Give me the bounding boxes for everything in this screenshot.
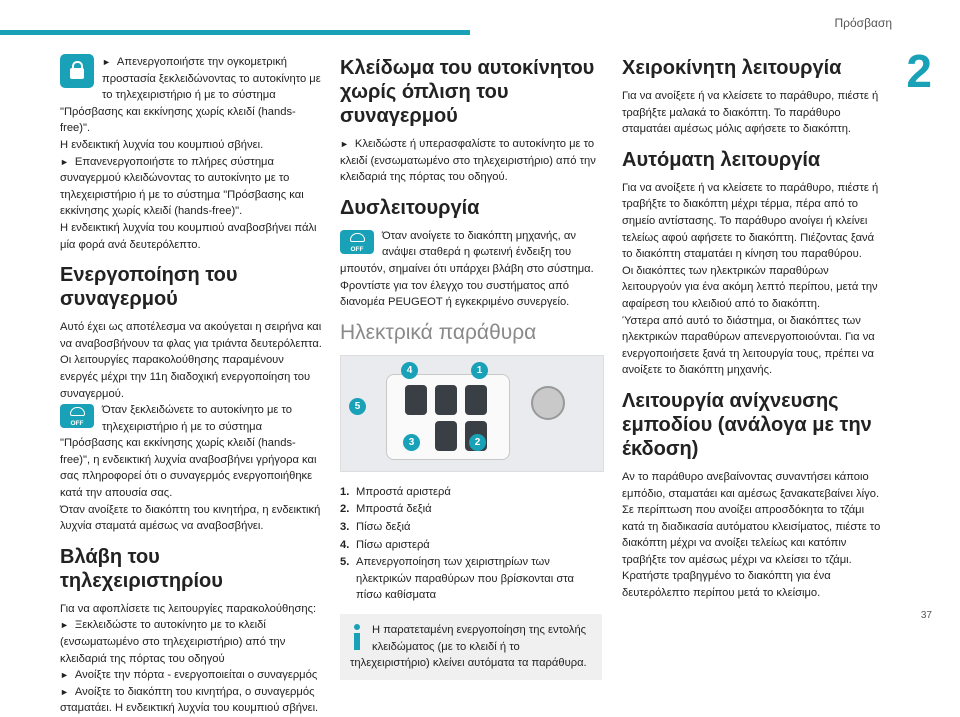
column-2	[340, 54, 602, 680]
mirror-knob	[531, 386, 565, 420]
paragraph: Οι διακόπτες των ηλεκτρικών παραθύρων λειτουργούν για ένα ακόμη λεπτό περίπου, μετά την αφαίρεση του κλειδιού από το διακόπτη.	[622, 264, 878, 310]
switch-rear-left	[405, 385, 427, 415]
page-number: 37	[920, 610, 932, 621]
paragraph: Φροντίστε για τον έλεγχο του συστήματος από διανομέα PEUGEOT ή εγκεκριμένο συνεργείο.	[340, 279, 570, 309]
heading-manual: Χειροκίνητη λειτουργία	[622, 57, 842, 79]
callout-4: 4	[401, 362, 418, 379]
switch-rear-right	[435, 421, 457, 451]
switch-front-right	[465, 385, 487, 415]
paragraph: ► Απενεργοποιήστε την ογκομετρική προστασία ξεκλειδώνοντας το αυτοκίνητο με το τηλεχειριστήριο ή με το σύστημα "Πρόσβασης και εκκίνησης χωρίς κλειδί (hands-free)".	[60, 54, 322, 137]
paragraph: Σε περίπτωση που ανοίξει απροσδόκητα το τζάμι κατά τη διαδικασία αυτόματου κλεισίματος, πιέστε το διακόπτη μέχρι να ανοίξει τελείως και κατόπιν τραβήξτε τον αμέσως μέχρι να κλείσει το τζάμι. Κρατήστε τραβηγμένο το διακόπτη για ένα δευτερόλεπτο περίπου μετά το κλείσιμο.	[622, 504, 881, 600]
switch-front-left	[435, 385, 457, 415]
heading-activation: Ενεργοποίηση του συναγερμού	[60, 264, 238, 311]
paragraph: Για να αφοπλίσετε τις λειτουργίες παρακολούθησης:	[60, 602, 317, 615]
paragraph: ► Ξεκλειδώστε το αυτοκίνητο με το κλειδί (ενσωματωμένο στο τηλεχειριστήριο) από την κλειδαριά της πόρτας του οδηγού	[60, 617, 322, 667]
column-1	[60, 54, 322, 717]
paragraph: Η ενδεικτική λυχνία του κουμπιού αναβοσβήνει πάλι μία φορά ανά δευτερόλεπτο.	[60, 221, 317, 251]
paragraph: Οι λειτουργίες παρακολούθησης παραμένουν ενεργές μέχρι την 11η διαδοχική ενεργοποίηση του συναγερμού.	[60, 354, 311, 400]
section-title: Πρόσβαση	[834, 16, 892, 30]
column-3	[622, 54, 884, 602]
paragraph: Όταν ξεκλειδώνετε το αυτοκίνητο με το τηλεχειριστήριο ή με το σύστημα "Πρόσβασης και εκκίνησης χωρίς κλειδί (hands-free)", η ενδεικτική λυχνία αναβοσβήνει γρήγορα και σας πληροφορεί ότι ο συναγερμός ενεργοποιήθηκε κατά την απουσία σας.	[60, 404, 317, 500]
callout-2: 2	[469, 434, 486, 451]
info-text: Η παρατεταμένη ενεργοποίηση της εντολής κλειδώματος (με το κλειδί ή το τηλεχειριστήριο) κλείνει αυτόματα τα παράθυρα.	[350, 623, 587, 670]
list-item: 5. Απενεργοποίηση των χειριστηρίων των ηλεκτρικών παραθύρων που βρίσκονται στα πίσω καθίσματα	[340, 556, 574, 602]
heading-auto: Αυτόματη λειτουργία	[622, 148, 821, 171]
list-item: 2. Μπροστά δεξιά	[340, 503, 432, 516]
paragraph: Όταν ανοίξετε το διακόπτη του κινητήρα, η ενδεικτική λυχνία σταματά αμέσως να αναβοσβήνει.	[60, 503, 321, 533]
paragraph: Ύστερα από αυτό το διάστημα, οι διακόπτες των ηλεκτρικών παραθύρων απενεργοποιούνται. Για να ενεργοποιήσετε ξανά τη λειτουργία τους, πρέπει να ανοίξετε το διακόπτη μηχανής.	[622, 314, 875, 377]
paragraph: Για να ανοίξετε ή να κλείσετε το παράθυρο, πιέστε ή τραβήξτε το διακόπτη μέχρι τέρμα, πέρα από το σημείο αντίστασης. Το παράθυρο ανοίγει ή κλείνει τελείως αφού αφήσετε το διακόπτη. Πιέζοντας ξανά το διακόπτη σταματάει η κίνηση του παραθύρου.	[622, 181, 879, 261]
header-accent-bar	[0, 30, 470, 35]
info-box	[340, 614, 602, 680]
paragraph: ► Κλειδώστε ή υπερασφαλίστε το αυτοκίνητο με το κλειδί (ενσωματωμένο στο τηλεχειριστήριο) από την κλειδαριά της πόρτας του οδηγού.	[340, 136, 602, 186]
off-label: OFF	[70, 420, 84, 428]
callout-3: 3	[403, 434, 420, 451]
heading-lock-without-alarm: Κλείδωμα του αυτοκίνητου χωρίς όπλιση του συναγερμού	[340, 57, 595, 127]
padlock-icon	[70, 68, 84, 79]
list-item: 1. Μπροστά αριστερά	[340, 485, 451, 498]
heading-malfunction: Δυσλειτουργία	[340, 196, 480, 219]
heading-electric-windows: Ηλεκτρικά παράθυρα	[340, 320, 537, 344]
paragraph: Αυτό έχει ως αποτέλεσμα να ακούγεται η σειρήνα και να αναβοσβήνουν τα φλας για τριάντα δευτερόλεπτα.	[60, 321, 322, 350]
info-icon	[350, 624, 364, 650]
off-label: OFF	[350, 245, 364, 253]
callout-1: 1	[471, 362, 488, 379]
paragraph: Όταν ανοίγετε το διακόπτη μηχανής, αν ανάψει σταθερά η φωτεινή ένδειξη του μπουτόν, σημαίνει ότι υπάρχει βλάβη στο σύστημα.	[340, 229, 594, 275]
alarm-lock-badge	[60, 54, 94, 88]
alarm-off-badge	[60, 404, 94, 428]
paragraph: Αν το παράθυρο ανεβαίνοντας συναντήσει κάποιο εμπόδιο, σταματάει και αμέσως ξανακατεβαίνει λίγο.	[622, 470, 880, 500]
heading-antipinch: Λειτουργία ανίχνευσης εμποδίου (ανάλογα με την έκδοση)	[622, 389, 872, 460]
paragraph: Η ενδεικτική λυχνία του κουμπιού σβήνει.	[60, 138, 264, 151]
list-item: 4. Πίσω αριστερά	[340, 538, 430, 551]
alarm-off-badge	[340, 230, 374, 254]
callout-5: 5	[349, 398, 366, 415]
list-item: 3. Πίσω δεξιά	[340, 520, 411, 533]
paragraph: ► Επανενεργοποιήστε το πλήρες σύστημα συναγερμού κλειδώνοντας το αυτοκίνητο με το τηλεχειριστήριο ή με το σύστημα "Πρόσβασης και εκκίνησης χωρίς κλειδί (hands-free)".	[60, 154, 322, 220]
paragraph: ► Ανοίξτε την πόρτα - ενεργοποιείται ο συναγερμός	[60, 667, 322, 684]
paragraph: ► Ανοίξτε το διακόπτη του κινητήρα, ο συναγερμός σταματάει. Η ενδεικτική λυχνία του κουμπιού σβήνει.	[60, 684, 322, 717]
switch-list	[340, 484, 602, 604]
chapter-number: 2	[906, 45, 932, 97]
heading-remote-fault: Βλάβη του τηλεχειριστηρίου	[60, 545, 223, 592]
window-switch-figure	[340, 355, 604, 472]
paragraph: Για να ανοίξετε ή να κλείσετε το παράθυρο, πιέστε ή τραβήξτε μαλακά το διακόπτη. Το παράθυρο σταματάει αμέσως μόλις αφήσετε το διακόπτη.	[622, 90, 879, 136]
